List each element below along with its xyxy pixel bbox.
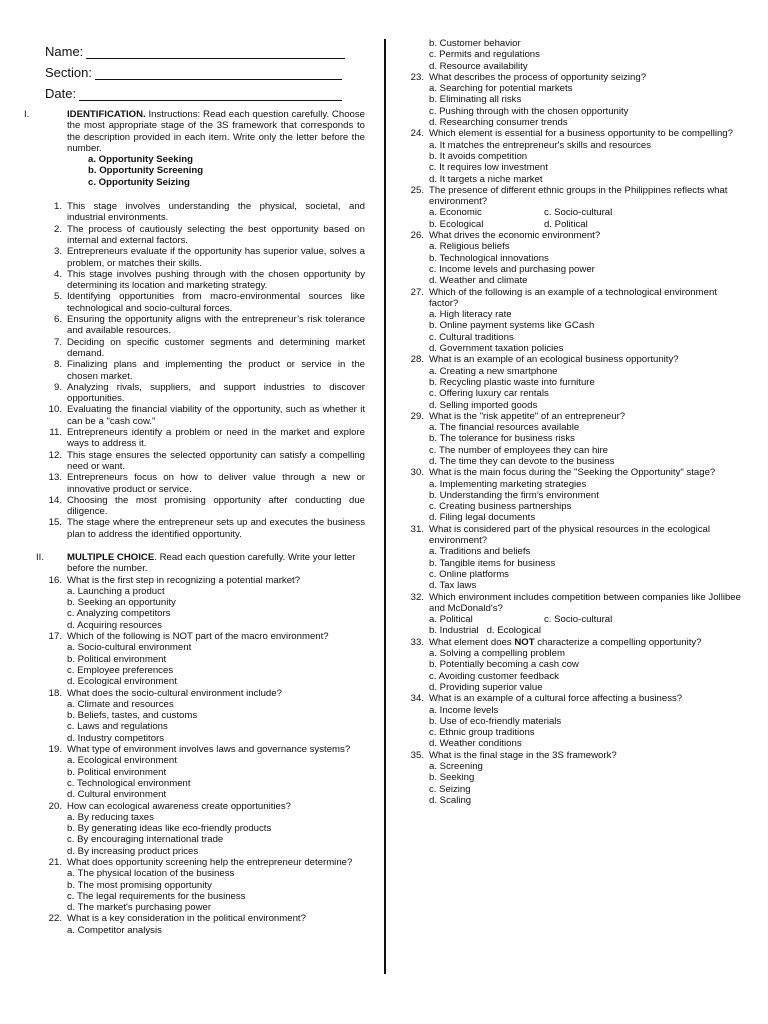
question-text: What is an example of a cultural force affecting a business? [429,693,683,705]
question-stem [24,801,365,812]
option: d. The market's purchasing power [67,902,212,914]
option: b. Potentially becoming a cash cow [429,659,579,671]
item-number: 2. [53,223,62,235]
option: c. Seizing [429,783,471,795]
option: a. Socio-cultural environment [67,642,192,654]
option: b. Understanding the firm’s environment [429,489,599,501]
question [24,688,365,744]
question-stem [405,693,745,704]
question-text: What drives the economic environment? [429,230,601,242]
question [24,631,365,687]
option: d. Cultural environment [67,789,167,801]
questions-left [24,575,365,937]
option: d. Political [544,218,588,230]
option: b. Political environment [67,653,167,665]
option: b. The tolerance for business risks [429,433,575,445]
stage-choices [88,154,365,188]
option: a. Economic [429,207,482,219]
question [405,524,745,592]
option: d. Tax laws [429,580,477,592]
question-options [429,309,745,354]
identification-item [24,246,365,269]
option: c. Avoiding customer feedback [429,670,559,682]
option: a. Climate and resources [67,698,174,710]
item-text: This stage involves pushing through with the chosen opportunity by determining its location and marketing strategy. [67,268,365,292]
question-number: 28. [410,354,424,366]
question-number: 34. [410,693,424,705]
question-options [429,761,745,806]
option: d. Scaling [429,794,472,806]
section-instructions [67,552,365,575]
question-text: What is considered part of the physical resources in the ecological environment? [429,523,711,547]
question-stem [24,631,365,642]
instructions-text: Instructions: Read each question carefully. Choose the most appropriate stage of the 3S framework that corresponds to the description provided in each item. Write only the letter before the number. [67,109,365,154]
question-options [429,207,745,230]
section-multiple-choice [24,552,365,575]
item-text: The process of cautiously selecting the best opportunity based on internal and external factors. [67,223,365,246]
question-number: 31. [410,523,424,535]
option: c. Technological environment [67,777,191,789]
item-number: 11. [49,427,62,439]
option: b. Industrial d. Ecological [429,625,541,637]
option: b. Tangible items for business [429,557,556,569]
option: a. Political [429,614,473,626]
identification-item [24,517,365,540]
item-number: 7. [53,336,62,348]
item-text: Analyzing rivals, suppliers, and support industries to discover opportunities. [67,381,365,405]
option: a. Screening [429,761,483,772]
option: a. The financial resources available [429,422,580,434]
option-row [429,614,745,625]
question-options [429,479,745,524]
question-number: 25. [410,184,424,196]
identification-item [24,495,365,518]
question [405,592,745,637]
option: b. Political environment [67,766,167,778]
option: c. Income levels and purchasing power [429,263,595,275]
question-stem [405,72,745,83]
option: a. Ecological environment [67,755,177,767]
question-stem [24,913,365,924]
question-stem [405,592,745,615]
question-stem [24,688,365,699]
question [405,411,745,467]
item-text: This stage involves understanding the physical, societal, and industrial environments. [67,201,365,224]
date-blank[interactable] [79,88,342,101]
question [405,693,745,749]
question-stem [405,128,745,139]
question [24,857,365,913]
option: d. Industry competitors [67,732,165,744]
question-number: 27. [410,286,424,298]
identification-item [24,337,365,360]
identification-item [24,291,365,314]
option-row [429,207,745,218]
question-number: 20. [48,800,62,812]
section-number: II. [36,551,44,563]
option: b. The most promising opportunity [67,879,212,891]
item-text: Evaluating the financial viability of the opportunity, such as whether it can be a "cash cow." [67,404,365,427]
identification-item [24,404,365,427]
option: b. Online payment systems like GCash [429,320,595,332]
option: a. Income levels [429,704,499,716]
question [405,467,745,523]
item-text: This stage ensures the selected opportunity can satisfy a compelling need or want. [67,449,365,472]
choice-item: c. Opportunity Seizing [88,176,190,188]
item-number: 10. [48,404,62,416]
question-options [429,140,745,185]
identification-item [24,201,365,224]
option: c. Analyzing competitors [67,608,171,620]
option: a. Searching for potential markets [429,83,573,95]
option: c. Pushing through with the chosen opportunity [429,105,629,117]
question-text: Which of the following is an example of a technological environment factor? [429,286,717,309]
option: c. The legal requirements for the business [67,890,246,902]
question-options [429,83,745,128]
option: d. Providing superior value [429,681,543,693]
option: a. Launching a product [67,585,165,597]
option: c. By encouraging international trade [67,834,224,846]
section-number: I. [24,109,30,120]
question-options [67,642,365,687]
item-text: Entrepreneurs identify a problem or need in the market and explore ways to address it. [67,427,365,450]
question-number: 21. [48,857,62,868]
question-options [429,422,745,467]
option: a. The physical location of the business [67,868,235,880]
identification-item [24,450,365,473]
question [405,72,745,128]
item-text: Deciding on specific customer segments and determining market demand. [67,336,365,359]
question-continuation [429,38,745,72]
question-options [67,868,365,913]
question-options [67,699,365,744]
question [405,230,745,286]
question-options [429,648,745,693]
option: c. Creating business partnerships [429,501,572,513]
item-text: Identifying opportunities from macro-environmental sources like technological and socio-cultural forces. [67,291,365,314]
question-text: What is the main focus during the "Seeking the Opportunity" stage? [429,467,716,479]
question-number: 19. [48,744,62,756]
item-number: 8. [53,359,62,371]
item-number: 4. [53,268,62,280]
option: b. Technological innovations [429,252,549,264]
question-text-part: characterize a compelling opportunity? [534,636,702,648]
option: a. Competitor analysis [67,924,162,936]
question-text: How can ecological awareness create opportunities? [67,800,291,812]
item-text: Ensuring the opportunity aligns with the entrepreneur’s risk tolerance and available resources. [67,314,365,337]
question-options [67,925,365,936]
question-text: Which of the following is NOT part of the macro environment? [67,631,329,643]
option: a. By reducing taxes [67,811,154,823]
option: c. Ethnic group traditions [429,727,535,739]
item-number: 1. [53,201,62,213]
item-text: Choosing the most promising opportunity after conducting due diligence. [67,494,365,518]
questions-right [405,72,745,806]
question [405,637,745,693]
question-number: 18. [48,687,62,699]
question-number: 24. [410,128,424,140]
question-options [429,241,745,286]
question [405,750,745,806]
question-text: What is the final stage in the 3S framework? [429,749,617,761]
item-number: 13. [48,472,62,484]
item-number: 14. [48,494,62,506]
instructions-text: . Read each question carefully. Write your letter before the number. [67,551,356,575]
question-number: 32. [410,591,424,603]
identification-item [24,359,365,382]
question-number: 35. [410,749,424,761]
option: d. Weather and climate [429,275,528,287]
option: c. Socio-cultural [544,207,613,219]
option: a. Implementing marketing strategies [429,478,587,490]
question-text-emphasis: NOT [514,636,535,648]
question-options [67,755,365,800]
name-line [45,38,365,59]
option: d. Selling imported goods [429,399,538,411]
question-number: 33. [410,636,424,648]
option: b. It avoids competition [429,150,528,162]
option: b. Ecological [429,218,484,230]
question [24,801,365,857]
question [24,744,365,800]
option: c. It requires low investment [429,162,548,174]
question-text-part: What element does [429,636,515,648]
identification-item [24,224,365,247]
question-number: 22. [48,913,62,925]
choice-item: a. Opportunity Seeking [88,154,194,166]
item-text: Finalizing plans and implementing the product or service in the chosen market. [67,359,365,382]
question-stem [405,467,745,478]
name-blank[interactable] [86,46,345,59]
question-options [429,705,745,750]
question-text: What does opportunity screening help the entrepreneur determine? [67,857,353,868]
question-text: What is the "risk appetite" of an entrepreneur? [429,410,626,422]
option: c. Laws and regulations [67,721,168,733]
option: a. It matches the entrepreneur's skills and resources [429,139,652,151]
option: a. Solving a compelling problem [429,648,565,660]
identification-item [24,269,365,292]
item-number: 12. [48,449,62,461]
option: d. It targets a niche market [429,173,543,185]
option: a. Creating a new smartphone [429,365,558,377]
identification-item [24,314,365,337]
option: b. Seeking [429,772,475,784]
question-text: What is a key consideration in the political environment? [67,913,306,925]
identification-item [24,427,365,450]
option: d. Ecological environment [67,676,177,688]
question-stem [24,857,365,868]
option: a. Traditions and beliefs [429,546,531,558]
option: b. Eliminating all risks [429,94,522,106]
option-row [429,219,745,230]
question-number: 23. [410,71,424,83]
identification-item [24,472,365,495]
option: c. Cultural traditions [429,331,514,343]
option: b. Beliefs, tastes, and customs [67,710,198,722]
item-text: Entrepreneurs focus on how to deliver value through a new or innovative product or service. [67,472,365,495]
section-label: Section: [45,65,92,80]
option: b. Customer behavior [429,38,521,49]
question-text [429,637,745,648]
question-options [429,366,745,411]
option: c. Employee preferences [67,664,174,676]
question-number: 26. [410,230,424,242]
option: b. Seeking an opportunity [67,597,176,609]
column-divider [384,39,386,974]
question [24,913,365,936]
section-line [45,59,365,80]
item-number: 9. [53,381,62,393]
option: c. The number of employees they can hire [429,444,609,456]
question-text: Which environment includes competition between companies like Jollibee and McDonald's? [429,591,741,614]
section-instructions [67,109,365,154]
option: d. Weather conditions [429,738,522,750]
question-stem [405,524,745,547]
question-number: 17. [48,631,62,643]
question-text: What does the socio-cultural environment include? [67,687,282,699]
question-options [429,546,745,591]
option: a. Religious beliefs [429,241,510,253]
question-stem [405,411,745,422]
question-stem [405,287,745,310]
question [405,287,745,355]
question-options [429,614,745,637]
date-line [45,80,365,101]
item-number: 5. [53,291,62,303]
section-blank[interactable] [95,67,342,80]
name-label: Name: [45,44,84,59]
option: b. Use of eco-friendly materials [429,715,562,727]
identification-item [24,382,365,405]
option: d. Filing legal documents [429,512,536,524]
question-text: The presence of different ethnic groups in the Philippines reflects what environment? [429,184,728,208]
item-text: Entrepreneurs evaluate if the opportunity has superior value, solves a problem, or matches their skills. [67,246,365,269]
option: a. High literacy rate [429,309,512,321]
option: d. Acquiring resources [67,619,162,631]
question [405,354,745,410]
option: d. The time they can devote to the business [429,455,615,467]
option: b. By generating ideas like eco-friendly products [67,823,272,835]
section-identification [24,109,365,154]
option: d. Researching consumer trends [429,117,568,129]
question-text: What is an example of an ecological business opportunity? [429,354,679,366]
section-title: MULTIPLE CHOICE [67,551,155,563]
item-number: 3. [53,246,62,258]
section-title: IDENTIFICATION. [67,109,146,120]
question-options [67,586,365,631]
question-stem [24,744,365,755]
option: d. By increasing product prices [67,845,199,857]
option: b. Recycling plastic waste into furniture [429,376,595,388]
left-column [24,38,365,936]
question-stem [405,750,745,761]
question-text: Which element is essential for a business opportunity to be compelling? [429,128,733,140]
question-stem [405,185,745,208]
option: c. Permits and regulations [429,49,540,61]
question-text: What is the first step in recognizing a potential market? [67,574,301,586]
question [24,575,365,631]
item-text: The stage where the entrepreneur sets up and executes the business plan to address the identified opportunity. [67,517,365,540]
date-label: Date: [45,86,77,101]
option: d. Resource availability [429,60,528,72]
question [405,128,745,184]
question-text: What describes the process of opportunity seizing? [429,71,647,83]
option: c. Offering luxury car rentals [429,388,549,400]
item-number: 15. [48,517,62,529]
question-stem [405,354,745,365]
question-stem [405,230,745,241]
question-number: 16. [48,574,62,586]
identification-items [24,201,365,540]
question [405,185,745,230]
question-number: 29. [410,410,424,422]
right-column [405,38,745,806]
question-text: What type of environment involves laws and governance systems? [67,744,351,756]
question-stem [405,637,745,648]
question-options [67,812,365,857]
item-number: 6. [53,314,62,326]
choice-item: b. Opportunity Screening [88,165,204,177]
option: c. Online platforms [429,568,509,580]
question-stem [24,575,365,586]
question-number: 30. [410,467,424,479]
option: d. Government taxation policies [429,343,564,355]
option: c. Socio-cultural [544,614,613,626]
